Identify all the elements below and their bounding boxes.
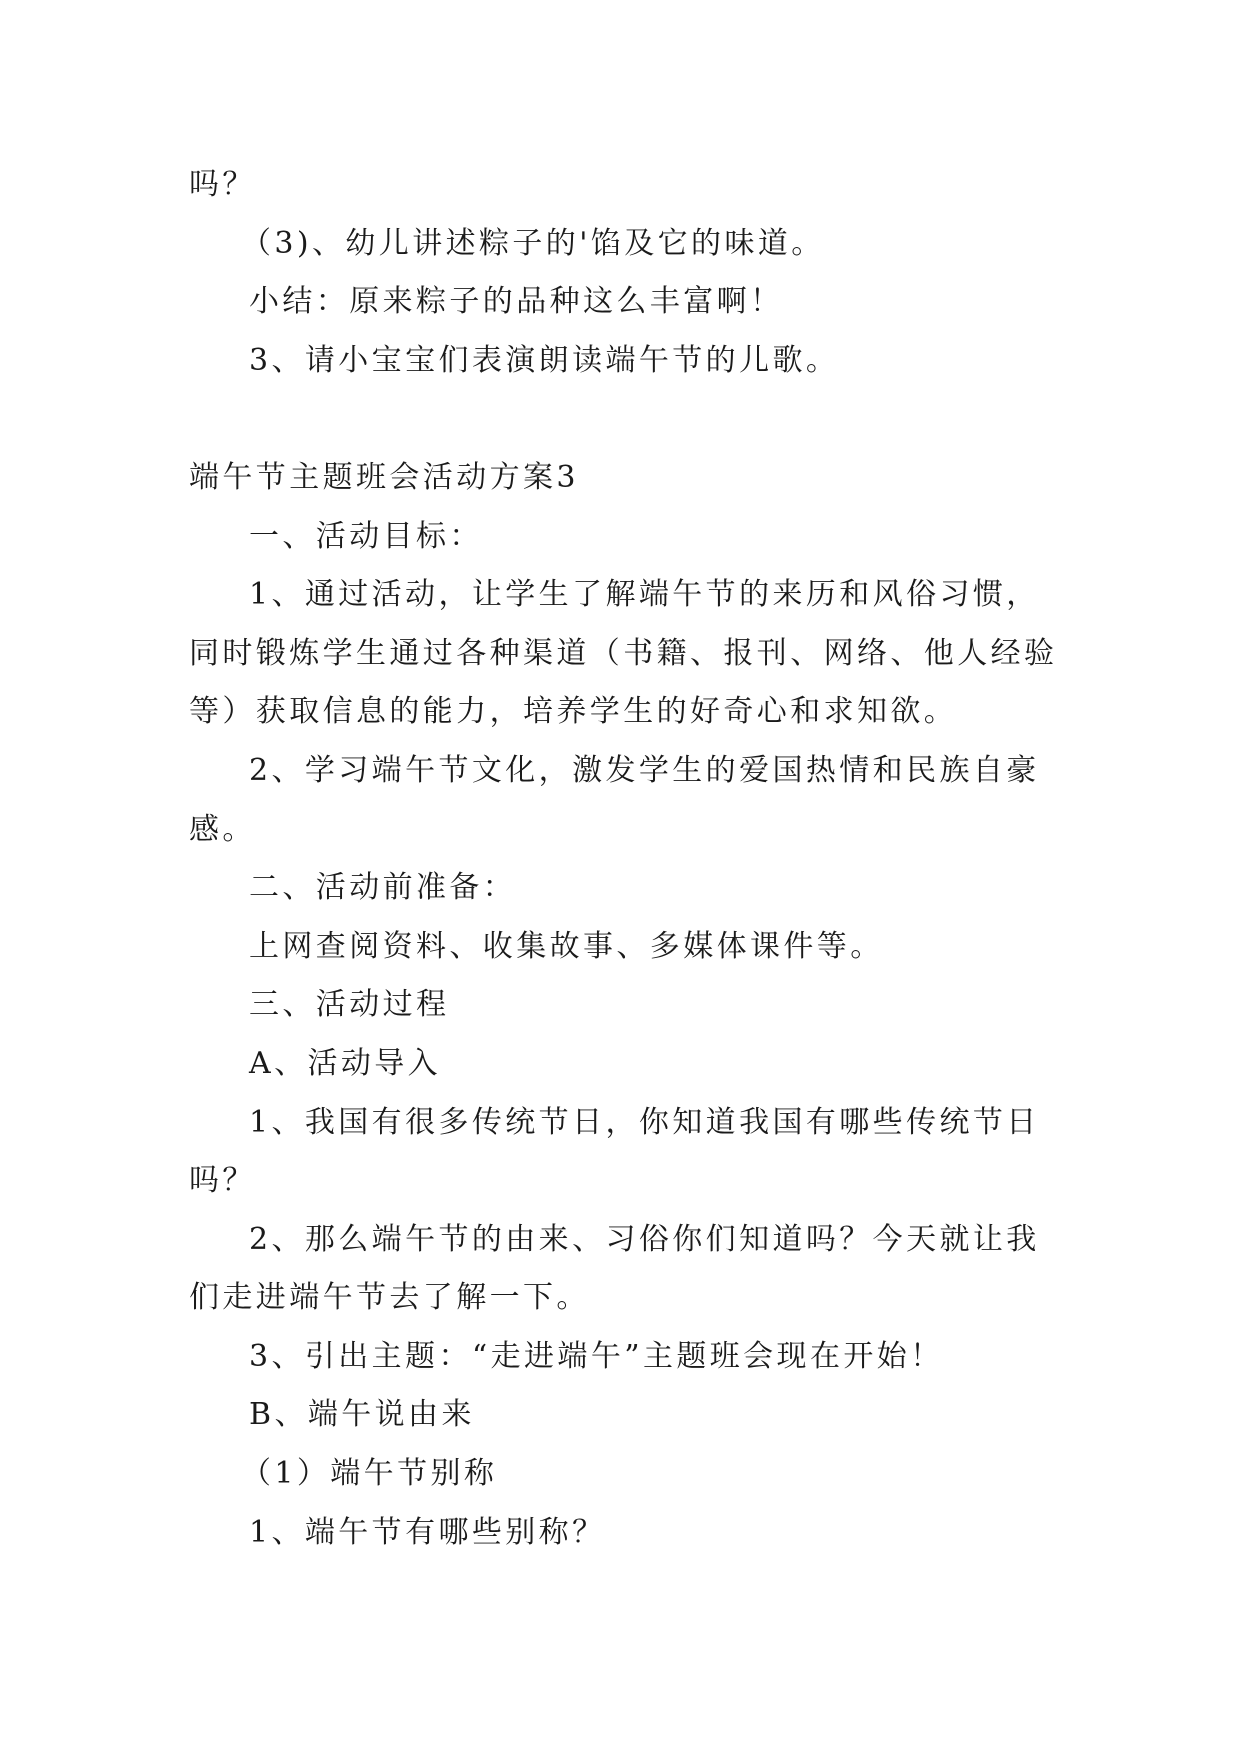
paragraph-continuation: 吗？: [189, 1163, 256, 1199]
subheading: B、端午说由来: [249, 1397, 475, 1433]
paragraph-item: 1、我国有很多传统节日，你知道我国有哪些传统节日: [249, 1104, 1040, 1140]
paragraph-continuation: 们走进端午节去了解一下。: [189, 1280, 590, 1316]
paragraph-item: 2、学习端午节文化，激发学生的爱国热情和民族自豪: [249, 752, 1040, 788]
paragraph-item: 上网查阅资料、收集故事、多媒体课件等。: [249, 928, 884, 964]
paragraph-item: （3)、幼儿讲述粽子的'馅及它的味道。: [241, 225, 825, 261]
heading-process: 三、活动过程: [249, 987, 450, 1023]
section-title: 端午节主题班会活动方案3: [189, 459, 579, 495]
paragraph-continuation: 同时锻炼学生通过各种渠道（书籍、报刊、网络、他人经验: [189, 635, 1058, 671]
heading-preparation: 二、活动前准备：: [249, 870, 517, 906]
subheading: A、活动导入: [249, 1045, 442, 1081]
paragraph-item: 3、请小宝宝们表演朗读端午节的儿歌。: [249, 342, 840, 378]
paragraph-item: 1、通过活动，让学生了解端午节的来历和风俗习惯，: [249, 577, 1040, 613]
paragraph-item: 1、端午节有哪些别称？: [249, 1514, 606, 1550]
paragraph-item: 3、引出主题：“走进端午”主题班会现在开始！: [249, 1338, 944, 1374]
paragraph-continuation: 等）获取信息的能力，培养学生的好奇心和求知欲。: [189, 694, 958, 730]
section-spacer: [189, 390, 1054, 449]
heading-objectives: 一、活动目标：: [249, 518, 483, 554]
paragraph-continuation: 感。: [189, 811, 256, 847]
paragraph-continuation: 吗？: [189, 167, 256, 202]
subheading: （1）端午节别称: [241, 1456, 498, 1492]
paragraph-item: 2、那么端午节的由来、习俗你们知道吗？今天就让我: [249, 1221, 1040, 1257]
document-body: [189, 156, 1058, 1562]
paragraph-summary: 小结：原来粽子的品种这么丰富啊！: [249, 284, 784, 320]
